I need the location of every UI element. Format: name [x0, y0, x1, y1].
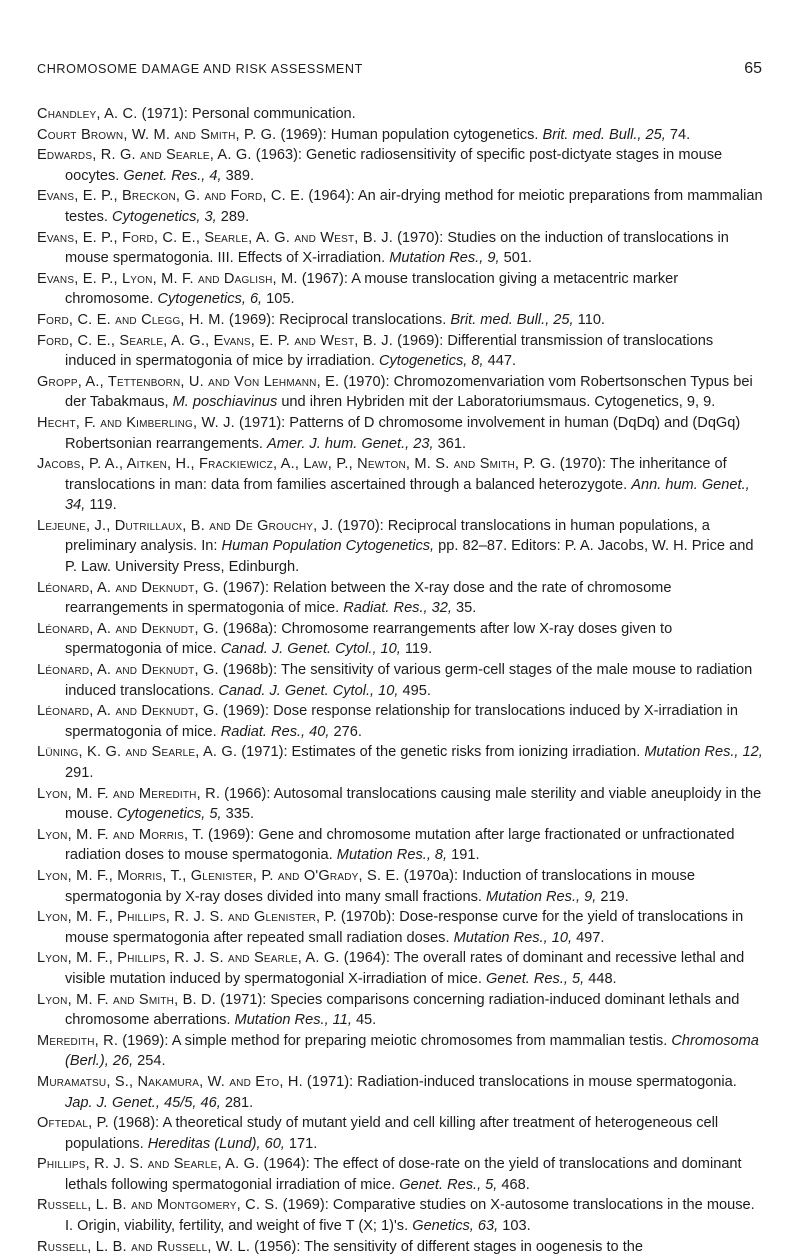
reference-authors: Gropp, A., Tettenborn, U. and Von Lehmann, E. — [37, 373, 340, 390]
reference-tail: 497. — [572, 929, 605, 946]
reference-authors: Court Brown, W. M. and Smith, P. G. — [37, 126, 277, 143]
reference-entry — [37, 454, 764, 516]
reference-entry — [37, 228, 764, 269]
reference-text: (1969): Gene and chromosome mutation after large fractionated or unfractionated radiation doses to mouse spermatogonia. — [65, 826, 735, 864]
reference-authors: Ford, C. E., Searle, A. G., Evans, E. P. and West, B. J. — [37, 332, 394, 349]
reference-entry — [37, 372, 764, 413]
reference-authors: Léonard, A. and Deknudt, G. — [37, 662, 219, 679]
reference-tail: 119. — [85, 497, 117, 514]
reference-journal: Brit. med. Bull., 25, — [450, 311, 574, 328]
reference-tail: 335. — [221, 806, 255, 823]
reference-journal: Chromosoma (Berl.), 26, — [65, 1032, 759, 1070]
reference-authors: Lüning, K. G. and Searle, A. G. — [37, 744, 238, 761]
reference-text: (1967): A mouse translocation giving a metacentric marker chromosome. — [65, 270, 679, 308]
reference-entry — [37, 186, 764, 227]
reference-authors: Evans, E. P., Ford, C. E., Searle, A. G. and West, B. J. — [37, 229, 394, 246]
reference-tail: 45. — [351, 1012, 377, 1029]
reference-entry — [37, 145, 764, 186]
reference-text: (1968b): The sensitivity of various germ-cell stages of the male mouse to radiation induced translocations. — [65, 662, 753, 699]
reference-text: (1970a): Induction of translocations in mouse spermatogonia by X-ray doses divided into many small fractions. — [65, 867, 695, 905]
reference-authors: Evans, E. P., Breckon, G. and Ford, C. E. — [37, 188, 305, 205]
reference-text: (1970): The inheritance of translocations in man: data from families ascertained through a balanced heterozygote. — [65, 456, 727, 493]
reference-text: (1967): Relation between the X-ray dose and the rate of chromosome rearrangements in spermatogonia of mice. — [65, 579, 672, 617]
reference-entry — [37, 413, 764, 454]
reference-text: (1969): Comparative studies on X-autosome translocations in the mouse. I. Origin, viability, fertility, and weight of five T (X; 1)'s. — [65, 1197, 755, 1235]
reference-text: (1968): A theoretical study of mutant yield and cell killing after treatment of heterogeneous cell populations. — [65, 1115, 719, 1152]
reference-authors: Phillips, R. J. S. and Searle, A. G. — [37, 1156, 260, 1173]
reference-authors: Evans, E. P., Lyon, M. F. and Daglish, M. — [37, 270, 298, 287]
reference-tail: 495. — [398, 682, 431, 699]
reference-text: (1971): Species comparisons concerning radiation-induced dominant lethals and chromosome aberrations. — [65, 991, 740, 1029]
reference-authors: Russell, L. B. and Russell, W. L. — [37, 1238, 251, 1255]
reference-authors: Russell, L. B. and Montgomery, C. S. — [37, 1197, 279, 1214]
reference-journal: Hereditas (Lund), 60, — [147, 1135, 285, 1152]
reference-journal: Cytogenetics, 3, — [112, 208, 217, 225]
reference-journal: Cytogenetics, 6, — [157, 291, 263, 308]
reference-text: (1969): Reciprocal translocations. — [224, 311, 451, 328]
reference-tail: 191. — [447, 847, 480, 864]
reference-journal: Ann. hum. Genet., 34, — [65, 476, 750, 514]
reference-tail: 103. — [498, 1218, 531, 1235]
reference-entry — [37, 701, 764, 742]
reference-journal: Genetics, 63, — [412, 1218, 499, 1235]
reference-entry — [37, 866, 764, 907]
reference-entry — [37, 1237, 764, 1257]
reference-text: (1969): Human population cytogenetics. — [276, 126, 543, 143]
reference-list — [37, 104, 764, 1257]
reference-entry — [37, 825, 764, 866]
reference-text: (1964): The overall rates of dominant and recessive lethal and visible mutation induced by spermatogonial X-irradiation of mice. — [65, 950, 745, 987]
reference-journal: Mutation Res., 10, — [453, 929, 573, 946]
reference-text: (1963): Genetic radiosensitivity of specific post-dictyate stages in mouse oocytes. — [65, 147, 723, 184]
reference-journal: Cytogenetics, 5, — [116, 806, 222, 823]
reference-tail: 119. — [400, 641, 433, 658]
reference-tail: 35. — [451, 600, 477, 617]
reference-text: (1970): Reciprocal translocations in human populations, a preliminary analysis. In: — [65, 517, 710, 555]
reference-entry — [37, 331, 764, 372]
reference-text: (1971): Radiation-induced translocations in mouse spermatogonia. — [302, 1073, 737, 1090]
reference-entry — [37, 1072, 764, 1113]
reference-journal: Jap. J. Genet., 45/5, 46, — [65, 1094, 221, 1111]
reference-text: (1964): An air-drying method for meiotic preparations from mammalian testes. — [65, 188, 763, 225]
reference-tail: 219. — [596, 888, 629, 905]
reference-journal: Radiat. Res., 40, — [220, 723, 330, 740]
reference-tail: 171. — [284, 1135, 318, 1152]
reference-text: (1964): The effect of dose-rate on the yield of translocations and dominant lethals following spermatogonial irradiation of mice. — [65, 1156, 742, 1193]
reference-authors: Lyon, M. F. and Meredith, R. — [37, 785, 221, 802]
reference-tail: 448. — [584, 970, 617, 987]
reference-journal: Genet. Res., 5, — [399, 1176, 498, 1193]
reference-text: (1956): The sensitivity of different stages in oogenesis to the — [250, 1238, 644, 1255]
reference-authors: Edwards, R. G. and Searle, A. G. — [37, 147, 252, 164]
reference-text: (1970): Chromozomenvariation vom Robertsonschen Typus bei der Tabakmaus, — [65, 373, 753, 411]
reference-authors: Ford, C. E. and Clegg, H. M. — [37, 311, 225, 328]
reference-journal: Mutation Res., 9, — [485, 888, 597, 905]
reference-entry — [37, 990, 764, 1031]
reference-entry — [37, 1154, 764, 1195]
reference-text: (1966): Autosomal translocations causing male sterility and viable aneuploidy in the mouse. — [65, 785, 762, 823]
reference-journal: Amer. J. hum. Genet., 23, — [267, 435, 434, 452]
reference-text: (1971): Estimates of the genetic risks from ionizing irradiation. — [237, 744, 645, 761]
reference-authors: Léonard, A. and Deknudt, G. — [37, 703, 219, 720]
reference-tail: 447. — [483, 353, 517, 370]
reference-authors: Oftedal, P. — [37, 1115, 109, 1132]
reference-text: (1968a): Chromosome rearrangements after low X-ray doses given to spermatogonia of mice. — [65, 620, 673, 658]
reference-entry — [37, 104, 764, 125]
page-number: 65 — [744, 60, 762, 77]
reference-text: (1969): Differential transmission of translocations induced in spermatogonia of mice by irradiation. — [65, 332, 714, 370]
reference-authors: Muramatsu, S., Nakamura, W. and Eto, H. — [37, 1073, 303, 1090]
running-head: CHROMOSOME DAMAGE AND RISK ASSESSMENT — [37, 62, 363, 76]
reference-text: (1970b): Dose-response curve for the yield of translocations in mouse spermatogonia after repeated small radiation doses. — [65, 909, 744, 946]
reference-authors: Chandley, A. C. — [37, 106, 138, 122]
reference-authors: Lyon, M. F. and Morris, T. — [37, 826, 204, 843]
reference-tail: 361. — [433, 435, 467, 452]
reference-authors: Meredith, R. — [37, 1032, 119, 1049]
reference-authors: Jacobs, P. A., Aitken, H., Frackiewicz, A., Law, P., Newton, M. S. and Smith, P. G. — [37, 456, 556, 473]
reference-entry — [37, 578, 764, 619]
reference-tail: 289. — [216, 208, 250, 225]
reference-tail: 74. — [665, 126, 691, 143]
reference-text: (1971): Patterns of D chromosome involvement in human (DqDq) and (DqGq) Robertsonian rearrangements. — [65, 414, 741, 452]
reference-authors: Lyon, M. F., Phillips, R. J. S. and Searle, A. G. — [37, 950, 340, 967]
reference-entry — [37, 619, 764, 660]
reference-tail: und ihren Hybriden mit der Laboratoriumsmaus. Cytogenetics, 9, 9. — [277, 394, 716, 411]
page-header — [37, 60, 764, 78]
reference-journal: Mutation Res., 12, — [644, 744, 763, 761]
reference-journal: Human Population Cytogenetics, — [221, 538, 435, 555]
reference-tail: 291. — [65, 765, 94, 781]
reference-journal: Canad. J. Genet. Cytol., 10, — [220, 641, 401, 658]
reference-tail: 281. — [220, 1094, 254, 1111]
reference-entry — [37, 125, 764, 146]
reference-tail: 276. — [329, 723, 362, 740]
reference-entry — [37, 516, 764, 578]
reference-text: (1969): A simple method for preparing meiotic chromosomes from mammalian testis. — [118, 1032, 672, 1049]
reference-entry — [37, 310, 764, 331]
reference-text: (1969): Dose response relationship for translocations induced by X-irradiation in spermatogonia of mice. — [65, 703, 738, 740]
reference-journal: Mutation Res., 9, — [389, 250, 500, 267]
reference-authors: Lejeune, J., Dutrillaux, B. and De Grouchy, J. — [37, 517, 334, 534]
reference-text: (1971): Personal communication. — [137, 106, 356, 122]
reference-journal: Mutation Res., 8, — [336, 847, 448, 864]
reference-entry — [37, 948, 764, 989]
reference-entry — [37, 742, 764, 783]
reference-authors: Lyon, M. F., Phillips, R. J. S. and Glenister, P. — [37, 909, 337, 926]
reference-journal: Genet. Res., 5, — [486, 970, 585, 987]
reference-journal: Brit. med. Bull., 25, — [542, 126, 666, 143]
reference-authors: Lyon, M. F. and Smith, B. D. — [37, 991, 217, 1008]
reference-journal: Genet. Res., 4, — [123, 167, 222, 184]
reference-tail: 468. — [497, 1176, 530, 1193]
reference-entry — [37, 269, 764, 310]
reference-authors: Léonard, A. and Deknudt, G. — [37, 620, 219, 637]
reference-journal: Radiat. Res., 32, — [343, 600, 452, 617]
reference-entry — [37, 1195, 764, 1236]
reference-text: (1970): Studies on the induction of translocations in mouse spermatogonia. III. Effects of X-irradiation. — [65, 229, 729, 267]
reference-tail: 389. — [221, 167, 255, 184]
reference-authors: Léonard, A. and Deknudt, G. — [37, 579, 219, 596]
reference-tail: pp. 82–87. Editors: P. A. Jacobs, W. H. Price and P. Law. University Press, Edinburgh. — [65, 538, 754, 576]
reference-tail: 501. — [499, 250, 532, 267]
reference-tail: 254. — [133, 1053, 166, 1070]
reference-entry — [37, 1113, 764, 1154]
reference-authors: Hecht, F. and Kimberling, W. J. — [37, 414, 235, 431]
reference-journal: Mutation Res., 11, — [234, 1012, 352, 1029]
reference-tail: 105. — [262, 291, 295, 308]
reference-tail: 110. — [573, 311, 605, 328]
reference-entry — [37, 784, 764, 825]
reference-authors: Lyon, M. F., Morris, T., Glenister, P. and O'Grady, S. E. — [37, 867, 400, 884]
reference-journal: Canad. J. Genet. Cytol., 10, — [218, 682, 399, 699]
reference-journal: M. poschiavinus — [172, 394, 278, 411]
reference-journal: Cytogenetics, 8, — [378, 353, 484, 370]
reference-entry — [37, 1031, 764, 1072]
reference-entry — [37, 907, 764, 948]
reference-entry — [37, 660, 764, 701]
